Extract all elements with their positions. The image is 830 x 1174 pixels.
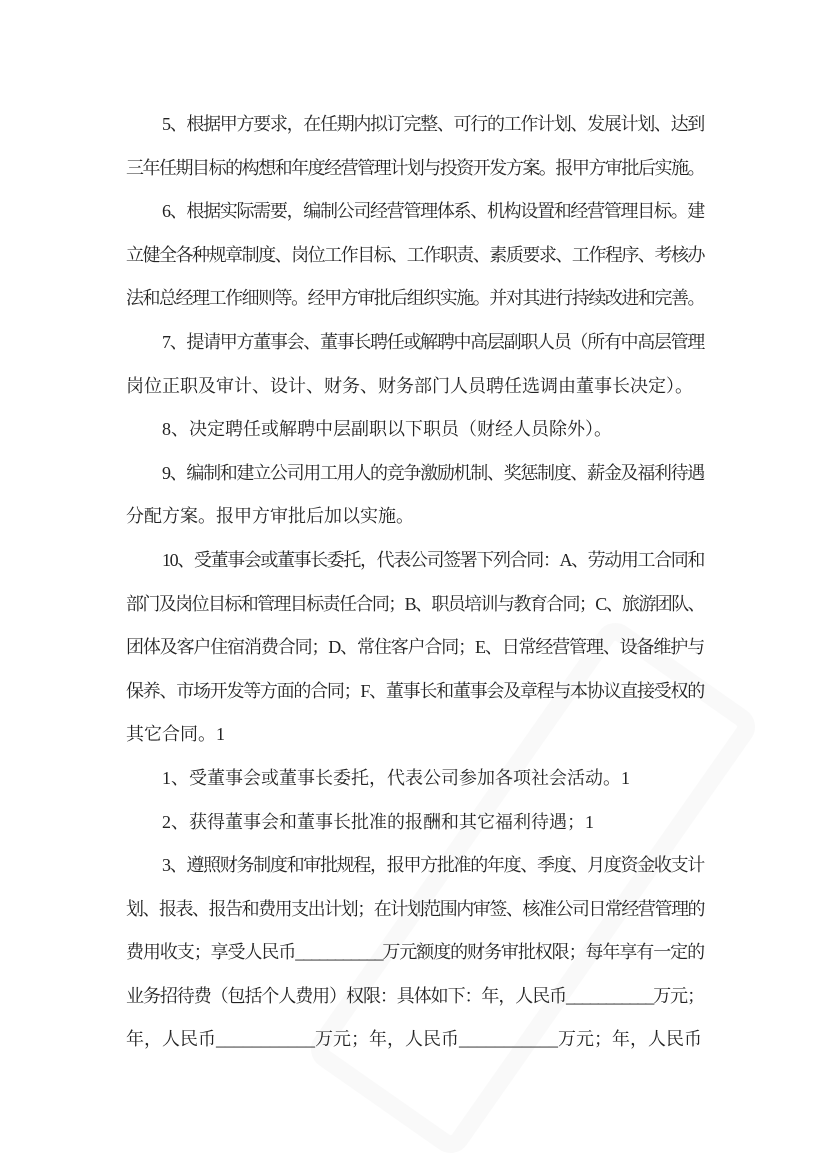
text-line [126, 539, 704, 583]
text-line [126, 626, 704, 670]
text-line [126, 277, 704, 321]
text-line-content: 9、编制和建立公司用工用人的竞争激励机制、奖惩制度、薪金及福利待遇 [162, 462, 704, 483]
text-line-content: 岗位正职及审计、设计、财务、财务部门人员聘任选调由董事长决定）。 [126, 375, 693, 396]
text-line-content: 其它合同。1 [126, 724, 225, 745]
text-line-content: 6、根据实际需要，编制公司经营管理体系、机构设置和经营管理目标。建 [162, 201, 704, 222]
text-line [126, 452, 704, 496]
text-line [126, 408, 704, 452]
text-line [126, 670, 704, 714]
text-line-content: 8、决定聘任或解聘中层副职以下职员（财经人员除外）。 [162, 419, 612, 440]
text-line-content: 7、提请甲方董事会、董事长聘任或解聘中高层副职人员（所有中高层管理 [162, 331, 704, 352]
text-line-content: 业务招待费（包括个人费用）权限：具体如下：年，人民币___________万元； [126, 985, 704, 1006]
text-line [126, 147, 704, 191]
text-line-content: 3、遵照财务制度和审批规程，报甲方批准的年度、季度、月度资金收支计 [162, 855, 704, 876]
text-line [126, 888, 704, 932]
text-line [126, 975, 704, 1019]
text-line-content: 2、获得董事会和董事长批准的报酬和其它福利待遇；1 [162, 811, 594, 832]
text-line-content: 费用收支；享受人民币___________万元额度的财务审批权限；每年享有一定的 [126, 942, 704, 963]
text-line [126, 583, 704, 627]
text-line [126, 931, 704, 975]
text-line-content: 立健全各种规章制度、岗位工作目标、工作职责、素质要求、工作程序、考核办 [126, 244, 704, 265]
text-line [126, 321, 704, 365]
text-line-content: 5、根据甲方要求，在任期内拟订完整、可行的工作计划、发展计划、达到 [162, 114, 704, 134]
text-line-content: 分配方案。报甲方审批后加以实施。 [126, 506, 414, 527]
text-line-content: 部门及岗位目标和管理目标责任合同；B、职员培训与教育合同；C、旅游团队、 [126, 593, 704, 614]
text-line-content: 划、报表、报告和费用支出计划；在计划范围内审签、核准公司日常经营管理的 [126, 898, 704, 919]
text-line [126, 495, 704, 539]
text-line-content: 法和总经理工作细则等。经甲方审批后组织实施。并对其进行持续改进和完善。 [126, 288, 704, 309]
text-line [126, 713, 704, 757]
text-line [126, 365, 704, 409]
text-line-content: 保养、市场开发等方面的合同；F、董事长和董事会及章程与本协议直接受权的 [126, 680, 704, 701]
text-line-content: 10、受董事会或董事长委托，代表公司签署下列合同：A、劳动用工合同和 [162, 549, 705, 570]
text-line [126, 844, 704, 888]
text-line [126, 103, 704, 147]
text-line-content: 年，人民币___________万元；年，人民币___________万元；年，人民币 [126, 1029, 702, 1050]
text-line [126, 1018, 704, 1062]
text-line [126, 234, 704, 278]
text-line-content: 1、受董事会或董事长委托，代表公司参加各项社会活动。1 [162, 767, 630, 788]
text-line-content: 三年任期目标的构想和年度经营管理计划与投资开发方案。报甲方审批后实施。 [126, 157, 704, 178]
text-line [126, 757, 704, 801]
text-line [126, 801, 704, 845]
text-line-content: 团体及客户住宿消费合同；D、常住客户合同；E、日常经营管理、设备维护与 [126, 637, 704, 658]
document-body [126, 103, 704, 1062]
text-line [126, 190, 704, 234]
